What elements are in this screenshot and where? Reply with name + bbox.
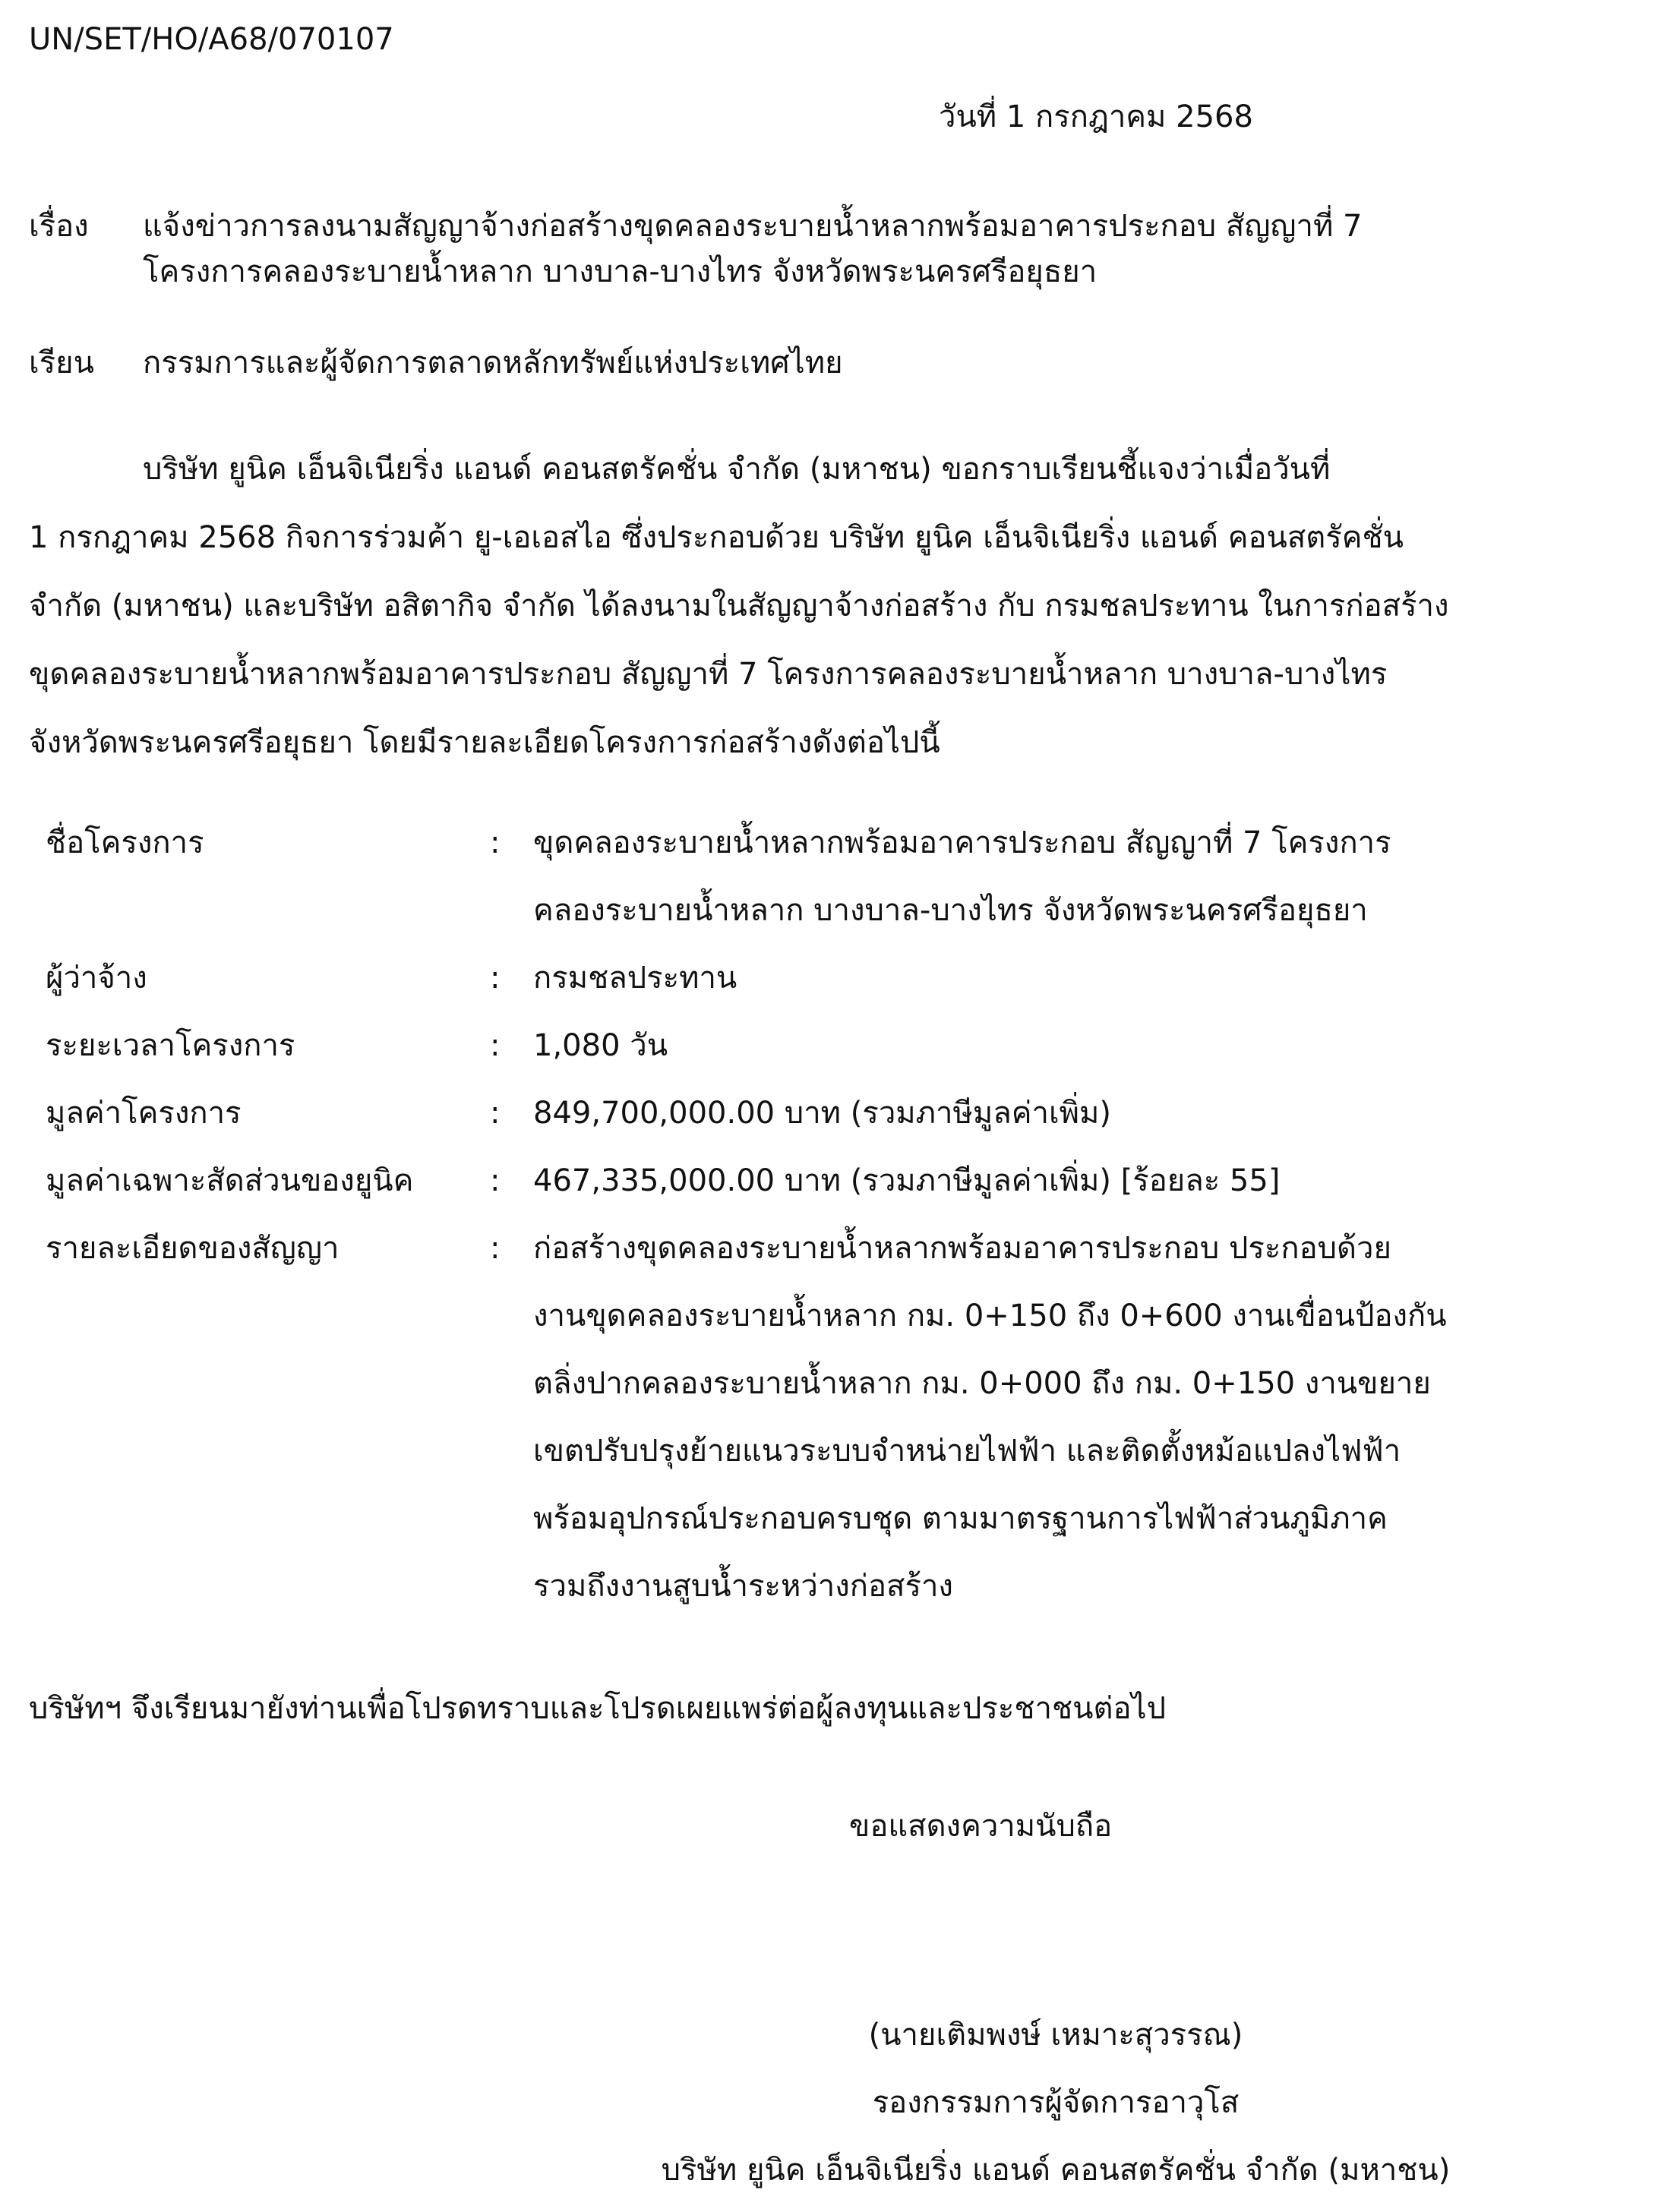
detail-value [533, 1012, 1641, 1080]
document-reference: UN/SET/HO/A68/070107 [29, 22, 394, 57]
detail-row-unique-share [46, 1147, 1641, 1215]
detail-row-project-name [46, 809, 1641, 945]
regards: ขอแสดงความนับถือ [849, 1809, 1113, 1844]
body-line: บริษัท ยูนิค เอ็นจิเนียริ่ง แอนด์ คอนสตรัคชั่น จำกัด (มหาชน) ขอกราบเรียนชี้แจงว่าเมื่อวันที่ [143, 452, 1331, 487]
detail-value-line: เขตปรับปรุงย้ายแนวระบบจำหน่ายไฟฟ้า และติดตั้งหม้อแปลงไฟฟ้า [533, 1434, 1401, 1469]
detail-value [533, 809, 1641, 945]
subject-block [29, 204, 1647, 295]
detail-value-line: 467,335,000.00 บาท (รวมภาษีมูลค่าเพิ่ม) [ร้อยละ 55] [533, 1163, 1281, 1198]
detail-value-line: ตลิ่งปากคลองระบายน้ำหลาก กม. 0+000 ถึง กม. 0+150 งานขยาย [533, 1366, 1431, 1401]
detail-colon: : [490, 825, 501, 860]
detail-value-line: งานขุดคลองระบายน้ำหลาก กม. 0+150 ถึง 0+600 งานเขื่อนป้องกัน [533, 1298, 1447, 1333]
recipient-block [29, 340, 1647, 386]
detail-label: ผู้ว่าจ้าง [46, 961, 147, 996]
detail-row-duration [46, 1012, 1641, 1080]
detail-label: มูลค่าโครงการ [46, 1096, 242, 1131]
detail-row-project-value [46, 1080, 1641, 1147]
closing-statement: บริษัทฯ จึงเรียนมายังท่านเพื่อโปรดทราบและโปรดเผยแพร่ต่อผู้ลงทุนและประชาชนต่อไป [29, 1691, 1166, 1726]
detail-colon: : [490, 1096, 501, 1131]
detail-value-line: ก่อสร้างขุดคลองระบายน้ำหลากพร้อมอาคารประกอบ ประกอบด้วย [533, 1231, 1391, 1266]
detail-colon: : [490, 1163, 501, 1198]
detail-value-line: กรมชลประทาน [533, 961, 737, 996]
body-line: ขุดคลองระบายน้ำหลากพร้อมอาคารประกอบ สัญญาที่ 7 โครงการคลองระบายน้ำหลาก บางบาล-บางไทร [29, 657, 1388, 692]
subject-line: โครงการคลองระบายน้ำหลาก บางบาล-บางไทร จังหวัดพระนครศรีอยุธยา [143, 254, 1097, 289]
detail-value-line: 849,700,000.00 บาท (รวมภาษีมูลค่าเพิ่ม) [533, 1096, 1111, 1131]
project-details [46, 809, 1641, 1620]
signatory-title: รองกรรมการผู้จัดการอาวุโส [872, 2085, 1240, 2120]
body-paragraph [29, 435, 1502, 777]
detail-value-line: พร้อมอุปกรณ์ประกอบครบชุด ตามมาตรฐานการไฟฟ้าส่วนภูมิภาค [533, 1501, 1388, 1536]
detail-row-employer [46, 945, 1641, 1012]
detail-value [533, 1147, 1641, 1215]
detail-value-line: 1,080 วัน [533, 1028, 668, 1063]
detail-label: ระยะเวลาโครงการ [46, 1028, 295, 1063]
detail-label: ชื่อโครงการ [46, 825, 204, 860]
detail-value-line: ขุดคลองระบายน้ำหลากพร้อมอาคารประกอบ สัญญาที่ 7 โครงการ [533, 825, 1391, 860]
detail-value-line: คลองระบายน้ำหลาก บางบาล-บางไทร จังหวัดพระนครศรีอยุธยา [533, 893, 1368, 928]
detail-colon: : [490, 961, 501, 996]
detail-value [533, 945, 1641, 1012]
recipient-text: กรรมการและผู้จัดการตลาดหลักทรัพย์แห่งประเทศไทย [143, 346, 843, 380]
signatory-name: (นายเติมพงษ์ เหมาะสุวรรณ) [868, 2018, 1243, 2053]
detail-colon: : [490, 1231, 501, 1266]
signatory-company: บริษัท ยูนิค เอ็นจิเนียริ่ง แอนด์ คอนสตรัคชั่น จำกัด (มหาชน) [661, 2153, 1451, 2188]
subject-label: เรื่อง [29, 209, 89, 244]
detail-colon: : [490, 1028, 501, 1063]
subject-line: แจ้งข่าวการลงนามสัญญาจ้างก่อสร้างขุดคลองระบายน้ำหลากพร้อมอาคารประกอบ สัญญาที่ 7 [143, 209, 1363, 244]
detail-value-line: รวมถึงงานสูบน้ำระหว่างก่อสร้าง [533, 1569, 953, 1604]
body-line: 1 กรกฎาคม 2568 กิจการร่วมค้า ยู-เอเอสไอ ซึ่งประกอบด้วย บริษัท ยูนิค เอ็นจิเนียริ่ง แอนด์ คอนสตรัคชั่น [29, 520, 1404, 555]
body-line: จังหวัดพระนครศรีอยุธยา โดยมีรายละเอียดโครงการก่อสร้างดังต่อไปนี้ [29, 725, 940, 760]
document-date: วันที่ 1 กรกฎาคม 2568 [939, 99, 1253, 134]
detail-value [533, 1215, 1641, 1620]
detail-row-contract-details [46, 1215, 1641, 1620]
signature-block [562, 2002, 1549, 2204]
detail-value [533, 1080, 1641, 1147]
subject-text [143, 204, 1647, 295]
detail-label: มูลค่าเฉพาะสัดส่วนของยูนิค [46, 1163, 414, 1198]
recipient-label: เรียน [29, 346, 94, 380]
body-line: จำกัด (มหาชน) และบริษัท อสิตากิจ จำกัด ได้ลงนามในสัญญาจ้างก่อสร้าง กับ กรมชลประทาน ในการก่อสร้าง [29, 588, 1449, 623]
detail-label: รายละเอียดของสัญญา [46, 1231, 340, 1266]
